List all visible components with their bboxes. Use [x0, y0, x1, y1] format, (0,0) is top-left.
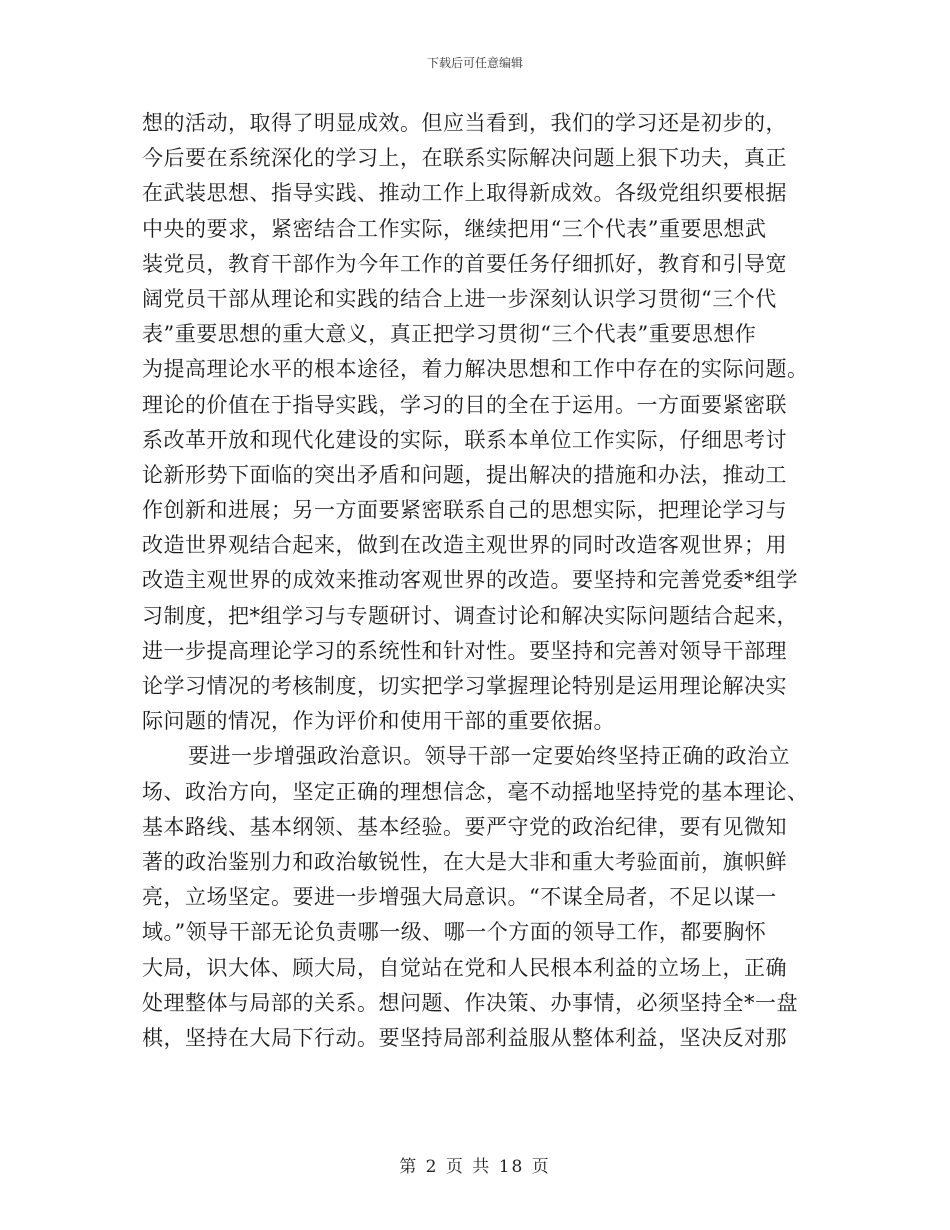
text-line: 系改革开放和现代化建设的实际，联系本单位工作实际，仔细思考讨 [142, 427, 787, 452]
page-header: 下载后可任意编辑 [426, 56, 523, 70]
text-line: 装党员，教育干部作为今年工作的首要任务仔细抓好，教育和引导宽 [142, 251, 787, 276]
text-line: 亮，立场坚定。要进一步增强大局意识。“不谋全局者，不足以谋一 [142, 885, 777, 910]
text-line: 棋，坚持在大局下行动。要坚持局部利益服从整体利益，坚决反对那 [142, 1025, 787, 1050]
text-line: 阔党员干部从理论和实践的结合上进一步深刻认识学习贯彻“三个代 [142, 286, 777, 311]
text-line: 论学习情况的考核制度，切实把学习掌握理论特别是运用理论解决实 [142, 674, 787, 698]
text-line: 今后要在系统深化的学习上，在联系实际解决问题上狠下功夫，真正 [142, 146, 787, 171]
text-line: 在武装思想、指导实践、推动工作上取得新成效。各级党组织要根据 [142, 181, 787, 206]
page-number-footer: 第 2 页 共 18 页 [399, 1157, 551, 1177]
text-line: 进一步提高理论学习的系统性和针对性。要坚持和完善对领导干部理 [142, 638, 787, 663]
text-line: 改造主观世界的成效来推动客观世界的改造。要坚持和完善党委*组学 [142, 568, 798, 593]
text-line: 习制度，把*组学习与专题研讨、调查讨论和解决实际问题结合起来， [142, 603, 798, 628]
text-line: 改造世界观结合起来，做到在改造主观世界的同时改造客观世界；用 [142, 533, 787, 558]
text-line: 表”重要思想的重大意义，真正把学习贯彻“三个代表”重要思想作 [142, 322, 757, 347]
text-line: 论新形势下面临的突出矛盾和问题，提出解决的措施和办法，推动工 [142, 462, 787, 487]
text-line: 想的活动，取得了明显成效。但应当看到，我们的学习还是初步的， [142, 111, 787, 135]
text-line: 际问题的情况，作为评价和使用干部的重要依据。 [142, 709, 615, 734]
text-line: 场、政治方向，坚定正确的理想信念，毫不动摇地坚持党的基本理论、 [142, 779, 809, 804]
text-line: 为提高理论水平的根本途径，着力解决思想和工作中存在的实际问题。 [142, 357, 809, 382]
document-body [142, 106, 810, 1056]
text-line: 著的政治鉴别力和政治敏锐性，在大是大非和重大考验面前，旗帜鲜 [142, 849, 787, 874]
text-line: 中央的要求，紧密结合工作实际，继续把用“三个代表”重要思想武 [142, 216, 767, 241]
paragraph-first-line: 要进一步增强政治意识。领导干部一定要始终坚持正确的政治立 [188, 744, 790, 769]
text-line: 大局，识大体、顾大局，自觉站在党和人民根本利益的立场上，正确 [142, 955, 787, 980]
text-line: 基本路线、基本纲领、基本经验。要严守党的政治纪律，要有见微知 [142, 814, 787, 839]
text-line: 理论的价值在于指导实践，学习的目的全在于运用。一方面要紧密联 [142, 392, 787, 417]
text-line: 域。”领导干部无论负责哪一级、哪一个方面的领导工作，都要胸怀 [142, 920, 767, 945]
text-line: 处理整体与局部的关系。想问题、作决策、办事情，必须坚持全*一盘 [142, 990, 798, 1015]
text-line: 作创新和进展；另一方面要紧密联系自己的思想实际，把理论学习与 [142, 498, 787, 523]
